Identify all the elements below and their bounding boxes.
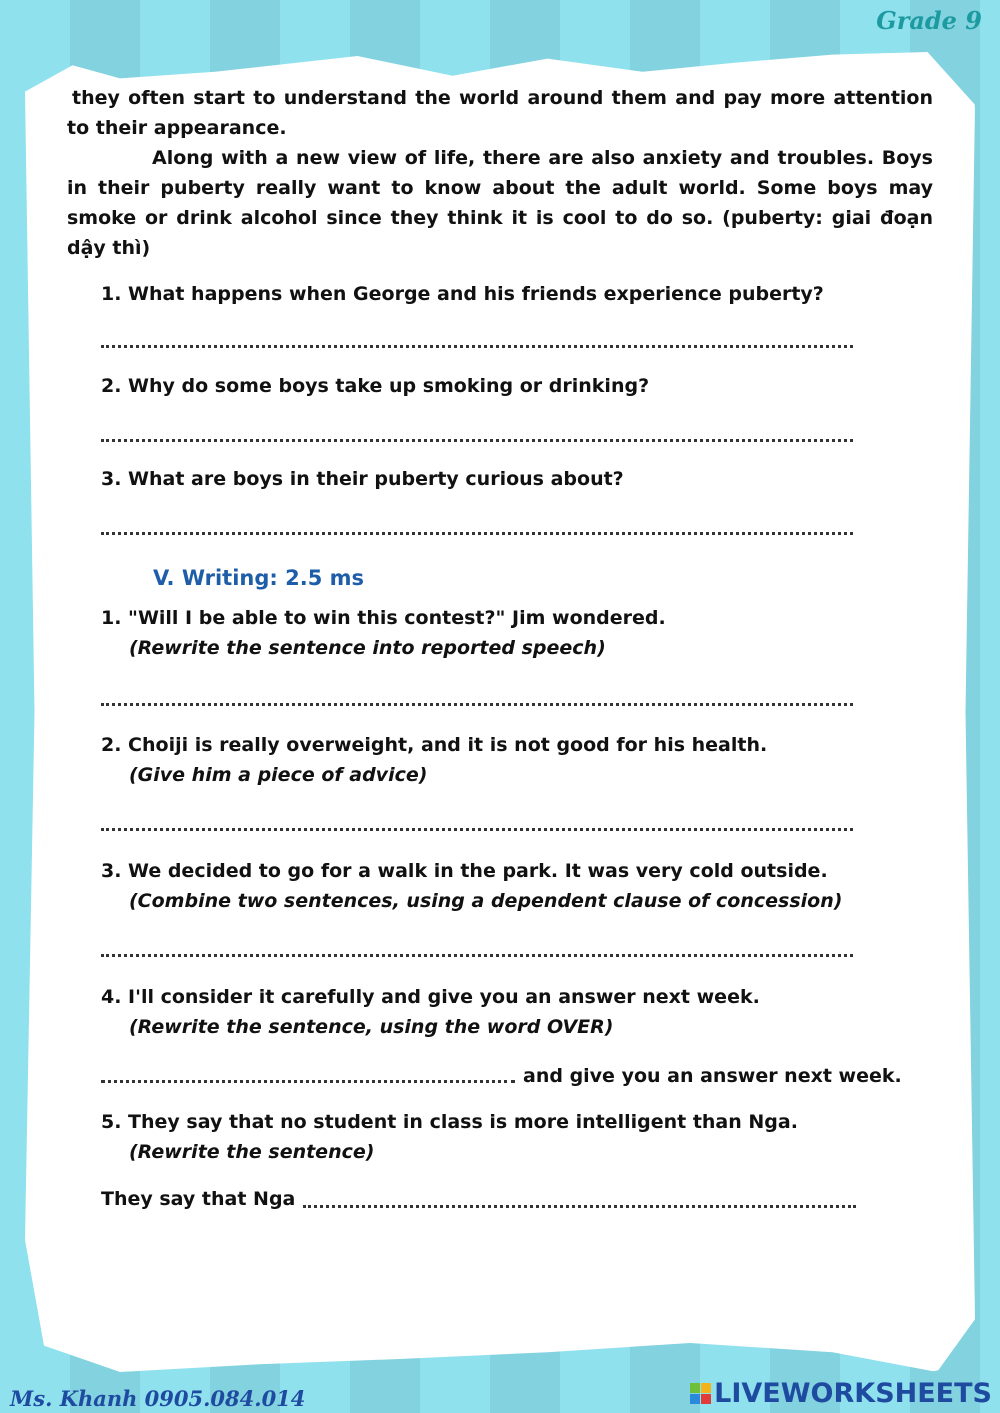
writing-hint-5: (Rewrite the sentence): [129, 1141, 375, 1163]
writing-answer-3[interactable]: [101, 954, 853, 957]
answer-line-2[interactable]: [101, 439, 853, 442]
writing-question-1: 1. "Will I be able to win this contest?" Jim wondered.: [101, 607, 666, 629]
writing-hint-4: (Rewrite the sentence, using the word OVER): [129, 1016, 614, 1038]
answer-line-1[interactable]: [101, 345, 853, 348]
question-1: 1. What happens when George and his friends experience puberty?: [101, 283, 824, 305]
author-credit: Ms. Khanh 0905.084.014: [10, 1386, 306, 1411]
brand-name: LIVEWORKSHEETS: [714, 1378, 992, 1409]
writing-answer-4[interactable]: [101, 1080, 515, 1083]
writing-question-5: 5. They say that no student in class is more intelligent than Nga.: [101, 1111, 798, 1133]
writing-hint-3: (Combine two sentences, using a dependent clause of concession): [129, 890, 843, 912]
writing-answer-5[interactable]: [303, 1205, 856, 1208]
grade-label: Grade 9: [876, 6, 982, 35]
answer-line-3[interactable]: [101, 532, 853, 535]
writing-answer-1[interactable]: [101, 703, 853, 706]
writing-question-2: 2. Choiji is really overweight, and it is not good for his health.: [101, 734, 768, 756]
reading-paragraph-1: they often start to understand the world around them and pay more attention to their appearance.: [67, 87, 933, 139]
writing-section-title: V. Writing: 2.5 ms: [153, 566, 365, 590]
question-2: 2. Why do some boys take up smoking or drinking?: [101, 375, 650, 397]
logo-icon: [690, 1383, 711, 1404]
writing-prefix-5: They say that Nga: [101, 1188, 296, 1210]
writing-answer-2[interactable]: [101, 828, 853, 831]
writing-hint-2: (Give him a piece of advice): [129, 764, 428, 786]
writing-question-4: 4. I'll consider it carefully and give you an answer next week.: [101, 986, 760, 1008]
writing-hint-1: (Rewrite the sentence into reported speech): [129, 637, 606, 659]
writing-suffix-4: and give you an answer next week.: [523, 1065, 902, 1087]
liveworksheets-logo: [690, 1378, 992, 1409]
reading-paragraph-2: Along with a new view of life, there are also anxiety and troubles. Boys in their puberty really want to know about the adult world. Some boys may smoke or drink alcohol since they think it is cool to do so. (puberty: giai đoạn dậy thì): [67, 147, 933, 259]
writing-question-3: 3. We decided to go for a walk in the park. It was very cold outside.: [101, 860, 828, 882]
question-3: 3. What are boys in their puberty curious about?: [101, 468, 624, 490]
